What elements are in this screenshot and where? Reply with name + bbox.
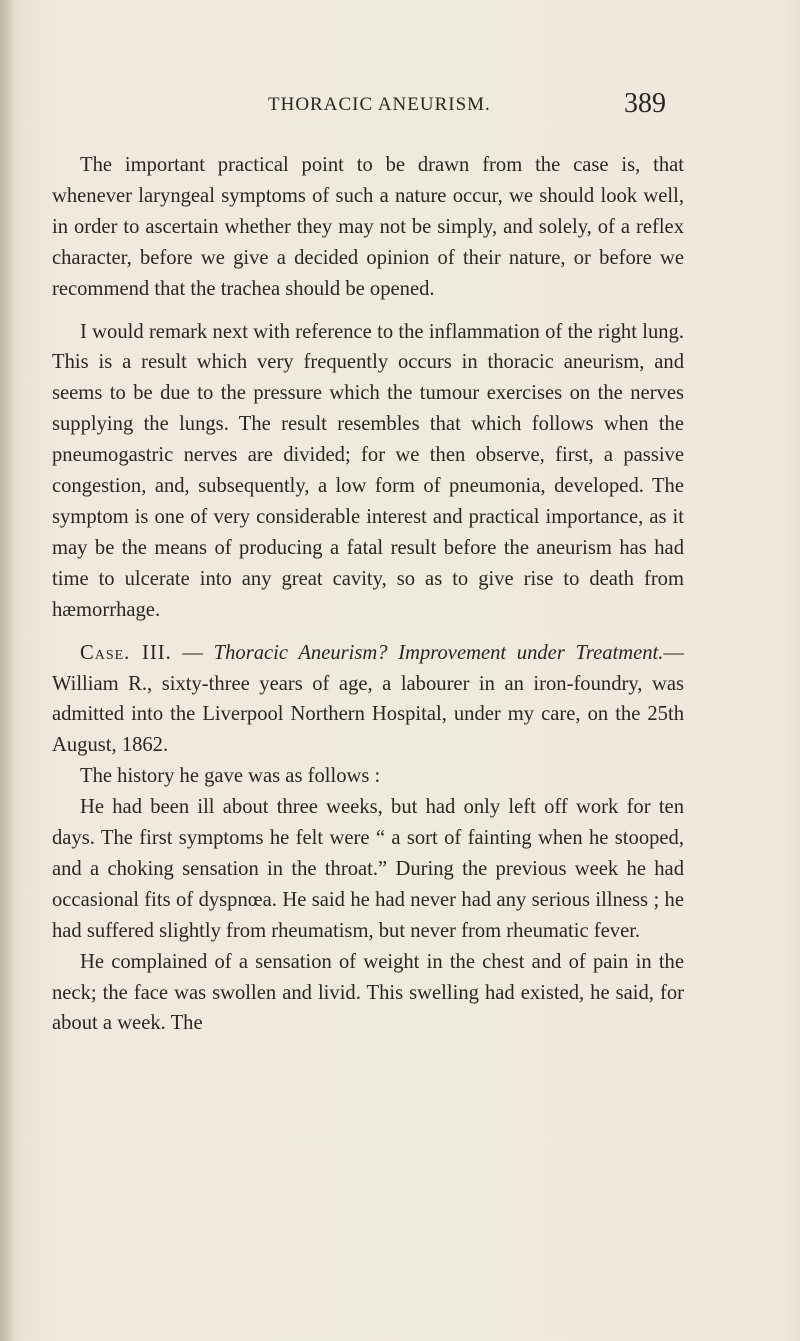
case-title: Thoracic Aneurism? Improvement under Treatment. [213,641,664,664]
body-text [52,150,684,1039]
paragraph-complaint: He complained of a sensation of weight in the chest and of pain in the neck; the face was swollen and livid. This swelling had existed, he said, for about a week. The [52,950,684,1035]
paragraph-laryngeal-symptoms: The important practical point to be drawn from the case is, that whenever laryngeal symptoms of such a nature occur, we should look well, in order to ascertain whether they may not be simply, and solely, of a reflex character, before we give a decided opinion of their nature, or before we recommend that the trachea should be opened. [52,154,684,300]
case-dash: — [171,641,214,664]
paragraph-history-intro: The history he gave was as follows : [80,765,381,788]
paragraph-case-three [52,638,684,762]
paragraph-history: He had been ill about three weeks, but had only left off work for ten days. The first symptoms he felt were “ a sort of fainting when he stooped, and a choking sensation in the throat.” During the previous week he had occasional fits of dyspnœa. He said he had never had any serious illness ; he had suffered slightly from rheumatism, but never from rheumatic fever. [52,796,684,942]
binding-shadow [0,0,14,1341]
running-head: THORACIC ANEURISM. [268,94,491,115]
page-header [0,88,800,128]
case-text: —William R., sixty-three years of age, a labourer in an iron-foundry, was admitted into the Liverpool Northern Hospital, under my care, on the 25th August, 1862. [52,641,685,757]
paragraph-right-lung-inflammation: I would remark next with reference to the inflammation of the right lung. This is a result which very frequently occurs in thoracic aneurism, and seems to be due to the pressure which the tumour exercises on the nerves supplying the lungs. The result resembles that which follows when the pneumogastric nerves are divided; for we then observe, first, a passive congestion, and, subsequently, a low form of pneumonia, developed. The symptom is one of very considerable interest and practical importance, as it may be the means of producing a fatal result before the aneurism has had time to ulcerate into any great cavity, so as to give rise to death from hæmorrhage. [52,320,684,621]
page-number: 389 [624,88,666,119]
case-label: Case. III. [80,641,172,664]
